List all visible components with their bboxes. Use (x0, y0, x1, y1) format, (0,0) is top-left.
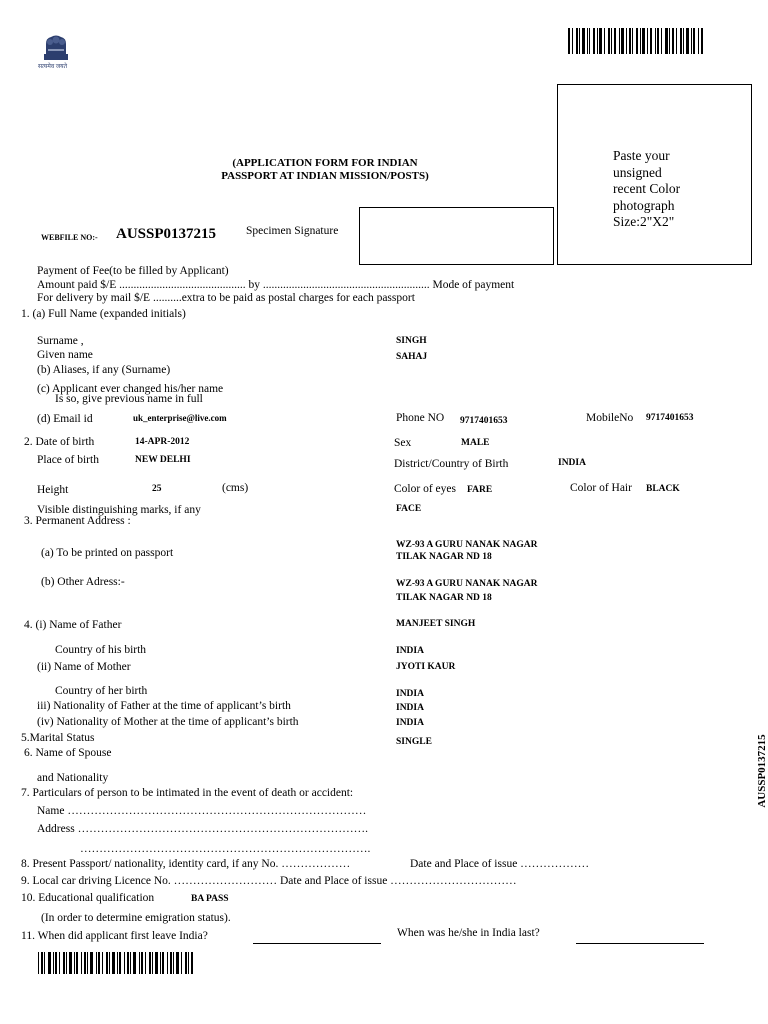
side-webfile-code: AUSSP0137215 (756, 734, 768, 808)
address-a-line1: WZ-93 A GURU NANAK NAGAR (396, 540, 538, 550)
country-her-birth-label: Country of her birth (55, 685, 148, 697)
mobile-label: MobileNo (586, 412, 634, 424)
fee-line-2: Amount paid $/E ............................................ by .......................................................... Mode of payment (37, 279, 515, 291)
marital-status-value: SINGLE (396, 737, 432, 747)
q3-address-label: 3. Permanent Address : (24, 515, 131, 527)
spouse-nationality-label: and Nationality (37, 772, 109, 784)
contact-address-field[interactable]: Address …………………………………………………………………. (37, 823, 368, 835)
photo-text-line: recent Color (613, 181, 681, 197)
mother-name-label: (ii) Name of Mother (37, 661, 131, 673)
q10-education-label: 10. Educational qualification (21, 892, 155, 904)
dob-value: 14-APR-2012 (135, 437, 190, 447)
nationality-father-label: iii) Nationality of Father at the time of applicant’s birth (37, 700, 291, 712)
form-title (190, 157, 460, 183)
form-title-line1: (APPLICATION FORM FOR INDIAN (232, 157, 418, 169)
webfile-label: WEBFILE NO:- (41, 233, 98, 242)
changed-name-label: (c) Applicant ever changed his/her name (37, 383, 224, 395)
address-b-line2: TILAK NAGAR ND 18 (396, 593, 492, 603)
fee-line-3: For delivery by mail $/E ..........extra to be paid as postal charges for each passport (37, 292, 415, 304)
address-a-label: (a) To be printed on passport (41, 547, 174, 559)
photo-instructions (613, 148, 680, 231)
q9-licence-label: 9. Local car driving Licence No. ……………………… Date and Place of issue …………………………… (21, 875, 517, 887)
form-title-line2: PASSPORT AT INDIAN MISSION/POSTS) (221, 170, 429, 182)
contact-address-field-2[interactable]: …………………………………………………………………. (80, 843, 371, 855)
signature-box[interactable] (359, 207, 554, 265)
q8-date-place-label: Date and Place of issue ……………… (410, 858, 590, 870)
webfile-number: AUSSP0137215 (116, 226, 217, 242)
pob-label: Place of birth (37, 454, 99, 466)
national-emblem-icon (38, 32, 74, 62)
phone-value: 9717401653 (460, 416, 508, 426)
height-label: Height (37, 484, 69, 496)
emblem-caption: सत्यमेव जयते (38, 64, 68, 70)
nationality-mother-label: (iv) Nationality of Mother at the time of applicant’s birth (37, 716, 299, 728)
mobile-value: 9717401653 (646, 413, 694, 423)
cms-label: (cms) (222, 482, 249, 494)
q11-first-leave-label: 11. When did applicant first leave India? (21, 930, 208, 942)
bottom-barcode (38, 952, 270, 974)
father-name-label: 4. (i) Name of Father (24, 619, 122, 631)
contact-name-field[interactable]: Name …………………………………………………………………… (37, 805, 367, 817)
sex-value: MALE (461, 438, 490, 448)
country-her-birth-value: INDIA (396, 689, 424, 699)
given-name-value: SAHAJ (396, 352, 428, 362)
height-value: 25 (152, 484, 162, 494)
q7-particulars-label: 7. Particulars of person to be intimated in the event of death or accident: (21, 787, 354, 799)
photo-text-line: Paste your (613, 148, 670, 163)
district-label: District/Country of Birth (394, 458, 509, 470)
nationality-mother-value: INDIA (396, 718, 424, 728)
eyes-value: FARE (467, 485, 493, 495)
spouse-name-label: 6. Name of Spouse (24, 747, 112, 759)
q8-passport-label: 8. Present Passport/ nationality, identity card, if any No. ……………… (21, 858, 351, 870)
address-b-label: (b) Other Adress:- (41, 576, 125, 588)
photo-text-line: unsigned (613, 164, 662, 180)
country-his-birth-value: INDIA (396, 646, 424, 656)
marks-label: Visible distinguishing marks, if any (37, 504, 201, 516)
surname-label: Surname , (37, 335, 84, 347)
district-value: INDIA (558, 458, 586, 468)
previous-name-label: Is so, give previous name in full (55, 393, 203, 405)
q11-last-in-india-label: When was he/she in India last? (397, 927, 540, 939)
aliases-label: (b) Aliases, if any (Surname) (37, 364, 171, 376)
father-name-value: MANJEET SINGH (396, 619, 476, 629)
photo-text-line: Size:2"X2" (613, 214, 675, 230)
q10-note: (In order to determine emigration status). (41, 912, 231, 924)
nationality-father-value: INDIA (396, 703, 424, 713)
specimen-signature-label: Specimen Signature (246, 225, 339, 237)
photo-text-line: photograph (613, 197, 675, 213)
top-barcode (568, 28, 744, 54)
country-his-birth-label: Country of his birth (55, 644, 147, 656)
phone-label: Phone NO (396, 412, 445, 424)
marks-value: FACE (396, 504, 422, 514)
pob-value: NEW DELHI (135, 455, 191, 465)
mother-name-value: JYOTI KAUR (396, 662, 456, 672)
sex-label: Sex (394, 437, 412, 449)
dob-label: 2. Date of birth (24, 436, 95, 448)
address-b-line1: WZ-93 A GURU NANAK NAGAR (396, 579, 538, 589)
hair-value: BLACK (646, 484, 680, 494)
eyes-label: Color of eyes (394, 483, 456, 495)
fee-line-1: Payment of Fee(to be filled by Applicant) (37, 265, 229, 277)
email-value: uk_enterprise@live.com (133, 413, 227, 423)
given-name-label: Given name (37, 349, 93, 361)
education-value: BA PASS (191, 894, 229, 904)
email-label: (d) Email id (37, 413, 93, 425)
surname-value: SINGH (396, 336, 427, 346)
q1-full-name-label: 1. (a) Full Name (expanded initials) (21, 308, 186, 320)
q11-last-in-india-field[interactable] (576, 943, 704, 944)
address-a-line2: TILAK NAGAR ND 18 (396, 552, 492, 562)
hair-label: Color of Hair (570, 482, 632, 494)
marital-status-label: 5.Marital Status (21, 732, 95, 744)
q11-first-leave-field[interactable] (253, 943, 381, 944)
